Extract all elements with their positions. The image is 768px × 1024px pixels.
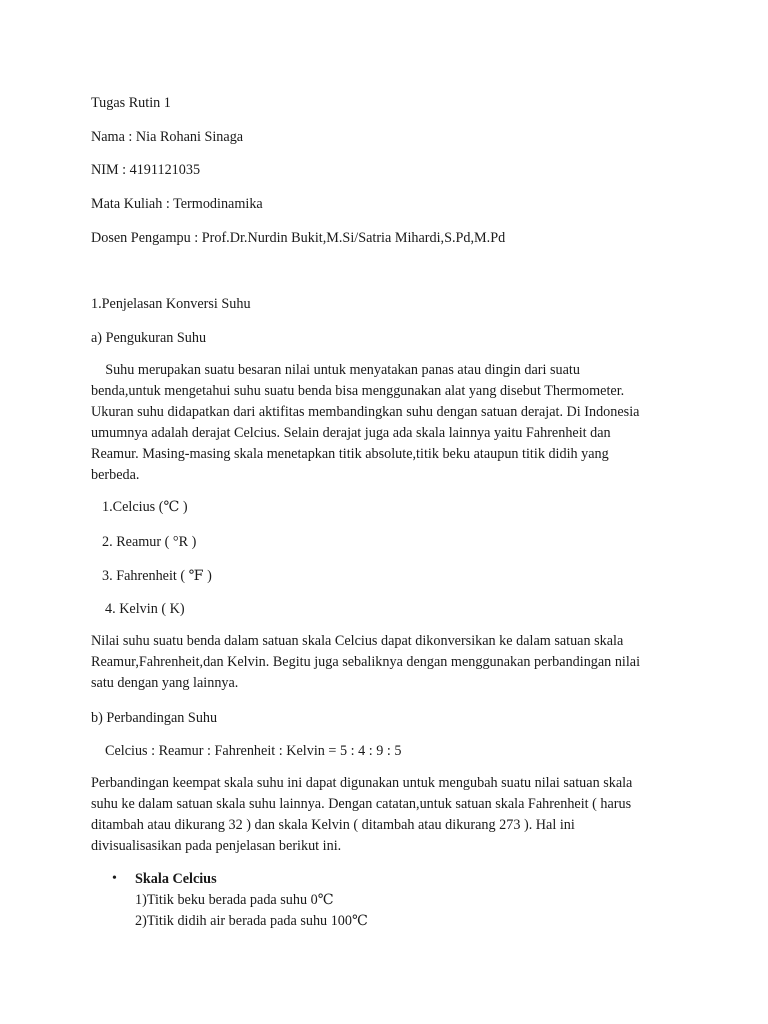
scale-item-kelvin: 4. Kelvin ( K) <box>105 601 185 617</box>
paragraph-line: Suhu merupakan suatu besaran nilai untuk menyatakan panas atau dingin dari suatu <box>91 362 580 378</box>
paragraph-line: Perbandingan keempat skala suhu ini dapat digunakan untuk mengubah suatu nilai satuan skala <box>91 775 633 791</box>
course-name: Mata Kuliah : Termodinamika <box>91 196 263 212</box>
paragraph-line: Nilai suhu suatu benda dalam satuan skala Celcius dapat dikonversikan ke dalam satuan skala <box>91 633 624 649</box>
paragraph-line: divisualisasikan pada penjelasan berikut ini. <box>91 838 342 854</box>
bullet-line: 1)Titik beku berada pada suhu 0℃ <box>135 892 334 908</box>
paragraph-suhu <box>91 360 691 486</box>
paragraph-line: benda,untuk mengetahui suhu suatu benda bisa menggunakan alat yang disebut Thermometer. <box>91 383 625 399</box>
paragraph-line: Reamur. Masing-masing skala menetapkan titik absolute,titik beku ataupun titik didih yang <box>91 446 609 462</box>
section-heading: 1.Penjelasan Konversi Suhu <box>91 296 251 312</box>
student-name: Nama : Nia Rohani Sinaga <box>91 129 244 145</box>
paragraph-perbandingan <box>91 773 691 857</box>
student-nim: NIM : 4191121035 <box>91 162 201 178</box>
paragraph-line: ditambah atau dikurang 32 ) dan skala Kelvin ( ditambah atau dikurang 273 ). Hal ini <box>91 817 575 833</box>
paragraph-line: satu dengan yang lainnya. <box>91 675 239 691</box>
paragraph-line: Reamur,Fahrenheit,dan Kelvin. Begitu juga sebaliknya dengan menggunakan perbandingan nilai <box>91 654 641 670</box>
ratio-line: Celcius : Reamur : Fahrenheit : Kelvin = 5 : 4 : 9 : 5 <box>105 743 402 759</box>
paragraph-line: berbeda. <box>91 467 140 483</box>
scale-item-celcius: 1.Celcius (℃ ) <box>102 499 188 515</box>
scale-item-fahrenheit: 3. Fahrenheit ( ℉ ) <box>102 568 212 584</box>
doc-title: Tugas Rutin 1 <box>91 95 171 111</box>
bullet-icon: • <box>112 871 117 886</box>
bullet-block <box>135 869 368 932</box>
paragraph-line: suhu ke dalam satuan skala suhu lainnya. Dengan catatan,untuk satuan skala Fahrenheit ( harus <box>91 796 632 812</box>
bullet-title: Skala Celcius <box>135 871 217 887</box>
paragraph-konversi <box>91 631 691 694</box>
scale-item-reamur: 2. Reamur ( °R ) <box>102 534 197 550</box>
paragraph-line: umumnya adalah derajat Celcius. Selain derajat juga ada skala lainnya yaitu Fahrenheit dan <box>91 425 611 441</box>
bullet-line: 2)Titik didih air berada pada suhu 100℃ <box>135 913 368 929</box>
lecturer-name: Dosen Pengampu : Prof.Dr.Nurdin Bukit,M.Si/Satria Mihardi,S.Pd,M.Pd <box>91 230 506 246</box>
subsection-a-heading: a) Pengukuran Suhu <box>91 330 207 346</box>
paragraph-line: Ukuran suhu didapatkan dari aktifitas membandingkan suhu dengan satuan derajat. Di Indonesia <box>91 404 640 420</box>
subsection-b-heading: b) Perbandingan Suhu <box>91 710 218 726</box>
